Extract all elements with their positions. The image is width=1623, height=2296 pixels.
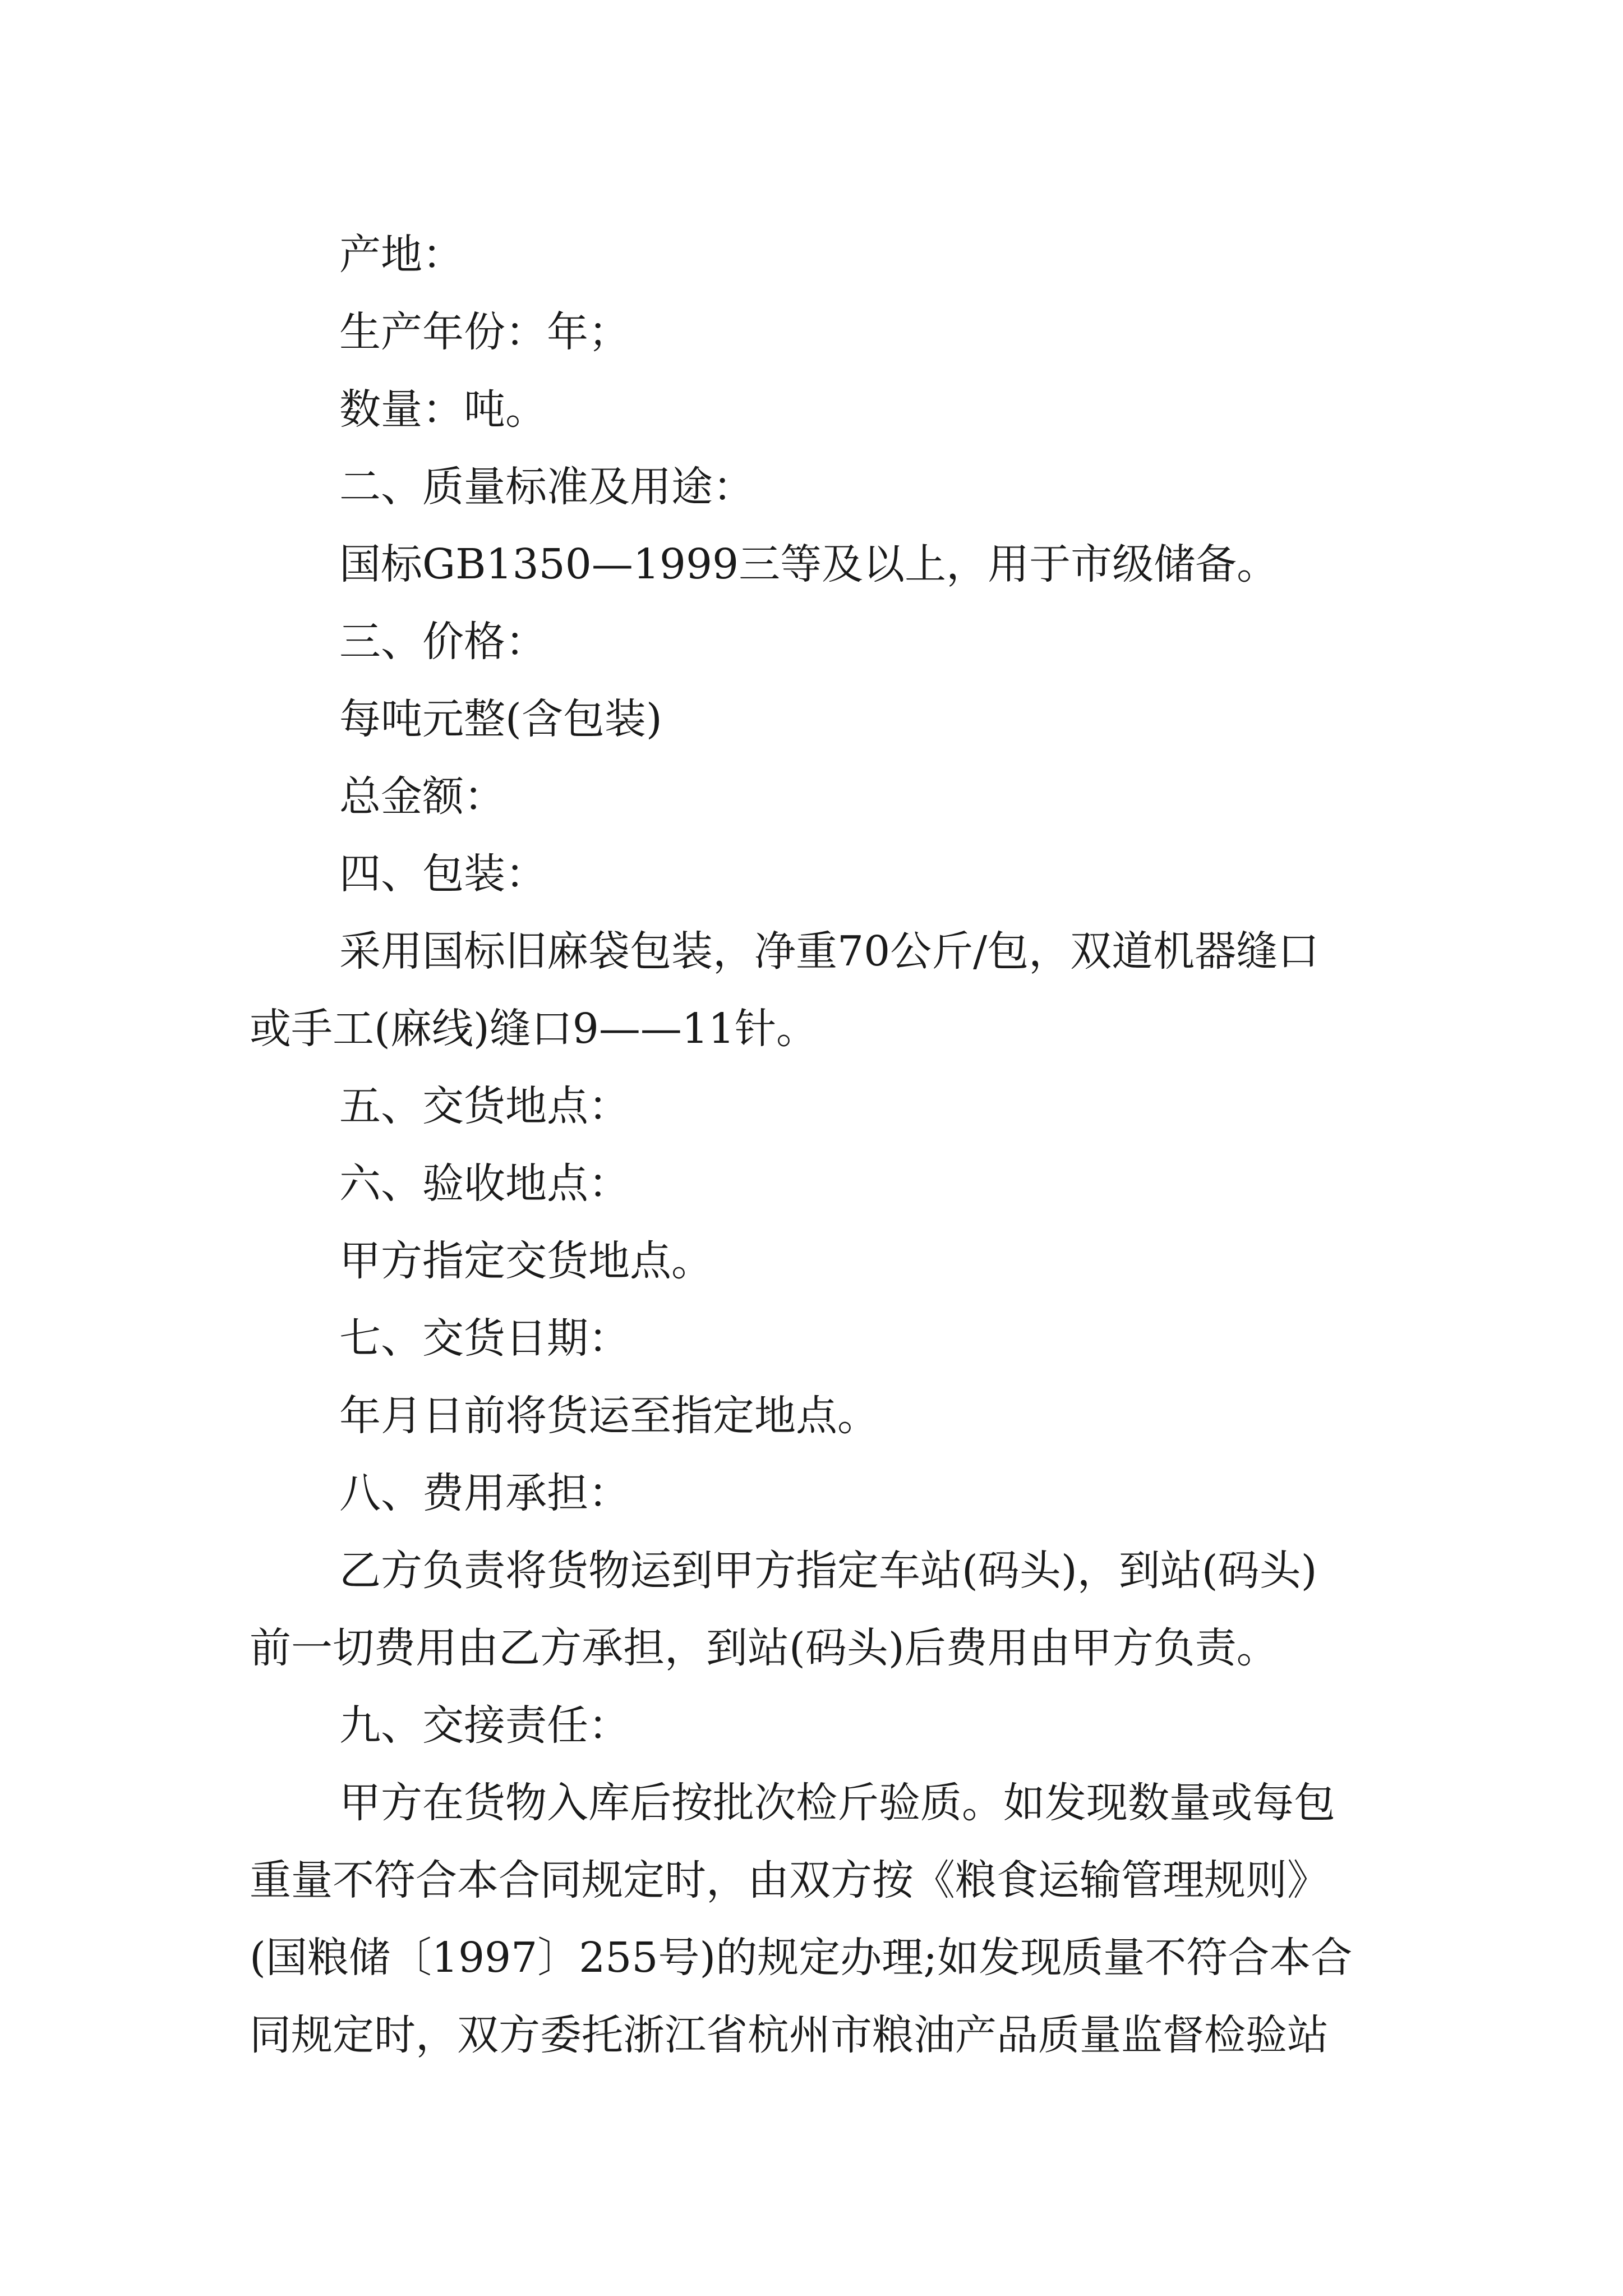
paragraph-line-handover-1: 甲方在货物入库后按批次检斤验质。如发现数量或每包 (339, 1779, 1335, 1827)
text-line-origin: 产地： (339, 231, 464, 279)
paragraph-line-handover-3: (国粮储〔1997〕255号)的规定办理;如发现质量不符合本合 (250, 1934, 1353, 1982)
paragraph-line-cost-bearing-2: 前一切费用由乙方承担，到站(码头)后费用由甲方负责。 (250, 1624, 1278, 1672)
text-line-quantity: 数量：吨。 (339, 385, 547, 434)
text-line-total-amount: 总金额： (339, 772, 505, 821)
section-heading-cost-bearing: 八、费用承担： (339, 1469, 630, 1517)
paragraph-line-packaging-1: 采用国标旧麻袋包装，净重70公斤/包，双道机器缝口 (339, 927, 1320, 976)
paragraph-line-handover-2: 重量不符合本合同规定时，由双方按《粮食运输管理规则》 (250, 1856, 1329, 1904)
section-heading-price: 三、价格： (339, 618, 547, 666)
section-heading-quality-standard: 二、质量标准及用途： (339, 463, 754, 511)
text-line-quality-standard: 国标GB1350—1999三等及以上，用于市级储备。 (339, 540, 1279, 588)
section-heading-packaging: 四、包装： (339, 850, 547, 898)
section-heading-delivery-location: 五、交货地点： (339, 1082, 630, 1130)
contract-body (250, 216, 1382, 2074)
text-line-acceptance-location: 甲方指定交货地点。 (339, 1237, 713, 1285)
paragraph-line-handover-4: 同规定时，双方委托浙江省杭州市粮油产品质量监督检验站 (250, 2011, 1329, 2059)
text-line-delivery-date: 年月日前将货运至指定地点。 (339, 1392, 879, 1440)
paragraph-line-cost-bearing-1: 乙方负责将货物运到甲方指定车站(码头)，到站(码头) (339, 1547, 1317, 1595)
section-heading-acceptance-location: 六、验收地点： (339, 1159, 630, 1208)
text-line-production-year: 生产年份：年； (339, 308, 630, 356)
section-heading-delivery-date: 七、交货日期： (339, 1314, 630, 1363)
text-line-price-per-ton: 每吨元整(含包装) (339, 695, 662, 743)
paragraph-line-packaging-2: 或手工(麻线)缝口9——11针。 (250, 1005, 818, 1053)
section-heading-handover-responsibility: 九、交接责任： (339, 1701, 630, 1750)
